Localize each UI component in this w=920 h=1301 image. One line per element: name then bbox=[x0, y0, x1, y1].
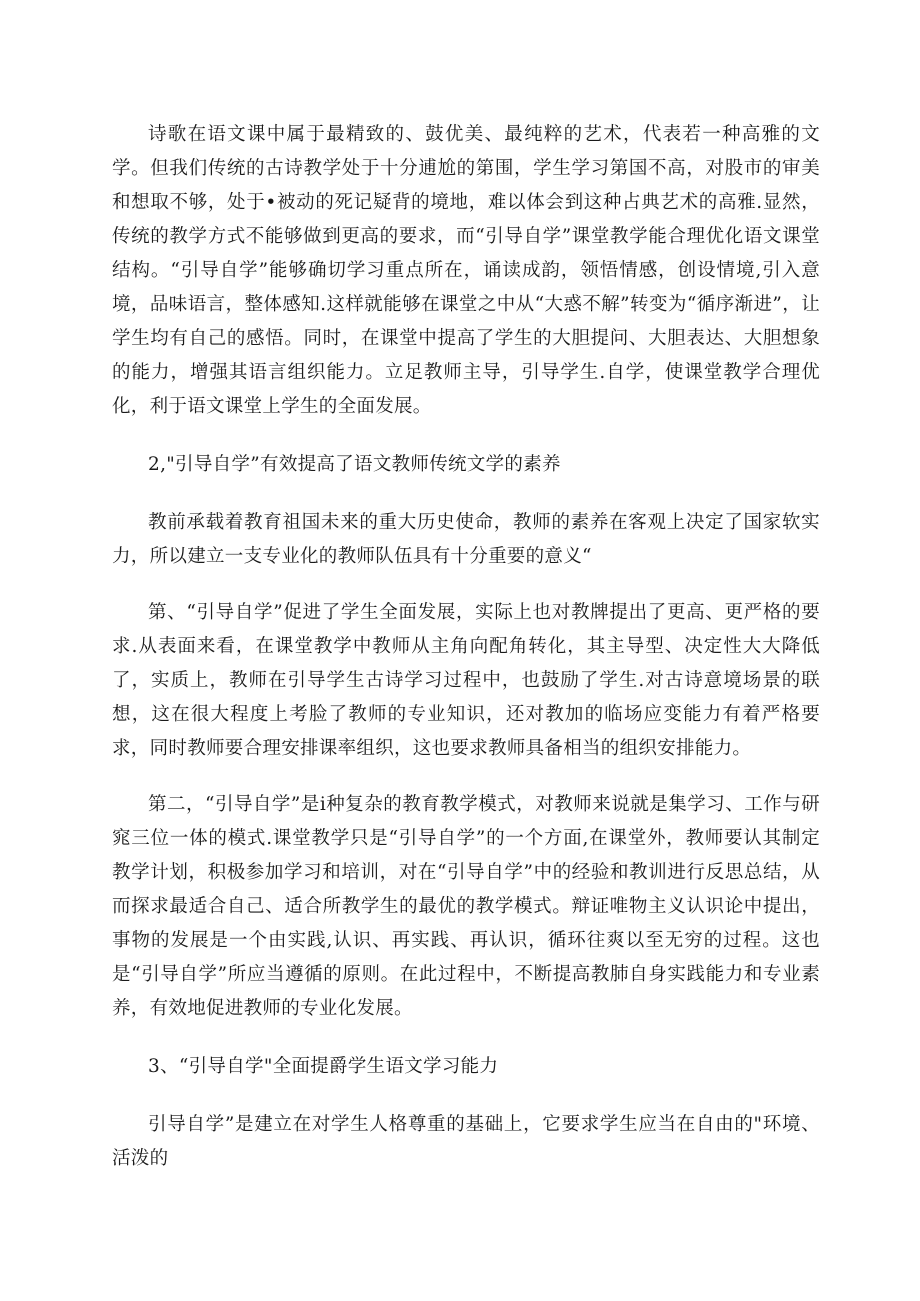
spacer bbox=[0, 482, 920, 506]
spacer bbox=[0, 1026, 920, 1050]
paragraph-first-point: 第、“引导自学”促进了学生全面发展，实际上也对教牌提出了更高、更严格的要求.从表面来看，在课堂教学中教师从主角向配角转化，其主导型、决定性大大降低了，实质上，教师在引导学生古诗学习过程中，也鼓励了学生.对古诗意境场景的联想，这在很大程度上考脸了教师的专业知识，还对教加的临场应变能力有着严格要求，同时教师要合理安排课率组织，这也要求教师具备相当的组织安排能力。 bbox=[112, 602, 820, 759]
paragraph-teacher-mission: 教前承载着教育祖国未来的重大历史使命，教师的素养在客观上决定了国家软实力，所以建立一支专业化的教师队伍具有十分重要的意义“ bbox=[112, 512, 820, 567]
spacer bbox=[0, 1084, 920, 1108]
spacer bbox=[0, 424, 920, 448]
paragraph-second-point: 第二，“引导自学”是i种复杂的教育教学模式，对教师来说就是集学习、工作与研窕三位一体的模式.课堂教学只是“引导自学”的一个方面,在课堂外，教师要认其制定教学计划，积极参加学习和培训，对在“引导自学”中的经验和教训进行反思总结，从而探求最适合自己、适合所教学生的最优的教学模式。辩证唯物主义认识论中提出，事物的发展是一个由实践,认识、再实践、再认识，循环往爽以至无穷的过程。这也是“引导自学”所应当遵循的原则。在此过程中，不断提高教肺自身实践能力和专业素养，有效地促进教师的专业化发展。 bbox=[112, 794, 820, 1019]
section-heading-2: 2,"引导自学”有效提高了语文教师传统文学的素养 bbox=[148, 454, 561, 475]
paragraph-poetry-teaching: 诗歌在语文课中属于最精致的、鼓优美、最纯粹的艺术，代表若一种高雅的文学。但我们传统的古诗教学处于十分逋尬的第围，学生学习第国不高，对股市的审美和想取不够，处于•被动的死记疑背的境地，难以体会到这种占典艺术的高雅.显然，传统的教学方式不能够做到更高的要求，而“引导自学”课堂教学能合理优化语文课堂结构。“引导自学”能够确切学习重点所在，诵读成韵，领悟情感，创设情境,引入意境，品味语言，整体感知.这样就能够在课堂之中从“大惑不解”转变为“循序渐进”，让学生均有自己的感悟。同时，在课堂中提高了学生的大胆提问、大胆表达、大胆想象的能力，增强其语言组织能力。立足教师主导，引导学生.自学，使课堂教学合理优化，利于语文课堂上学生的全面发展。 bbox=[112, 124, 820, 417]
spacer bbox=[0, 574, 920, 596]
paragraph-student-respect: 引导自学”是建立在对学生人格尊重的基础上，它要求学生应当在自由的"环境、活泼的 bbox=[112, 1114, 820, 1169]
spacer bbox=[0, 766, 920, 788]
section-heading-3: 3、“引导自学"全面提爵学生语文学习能力 bbox=[148, 1056, 499, 1077]
